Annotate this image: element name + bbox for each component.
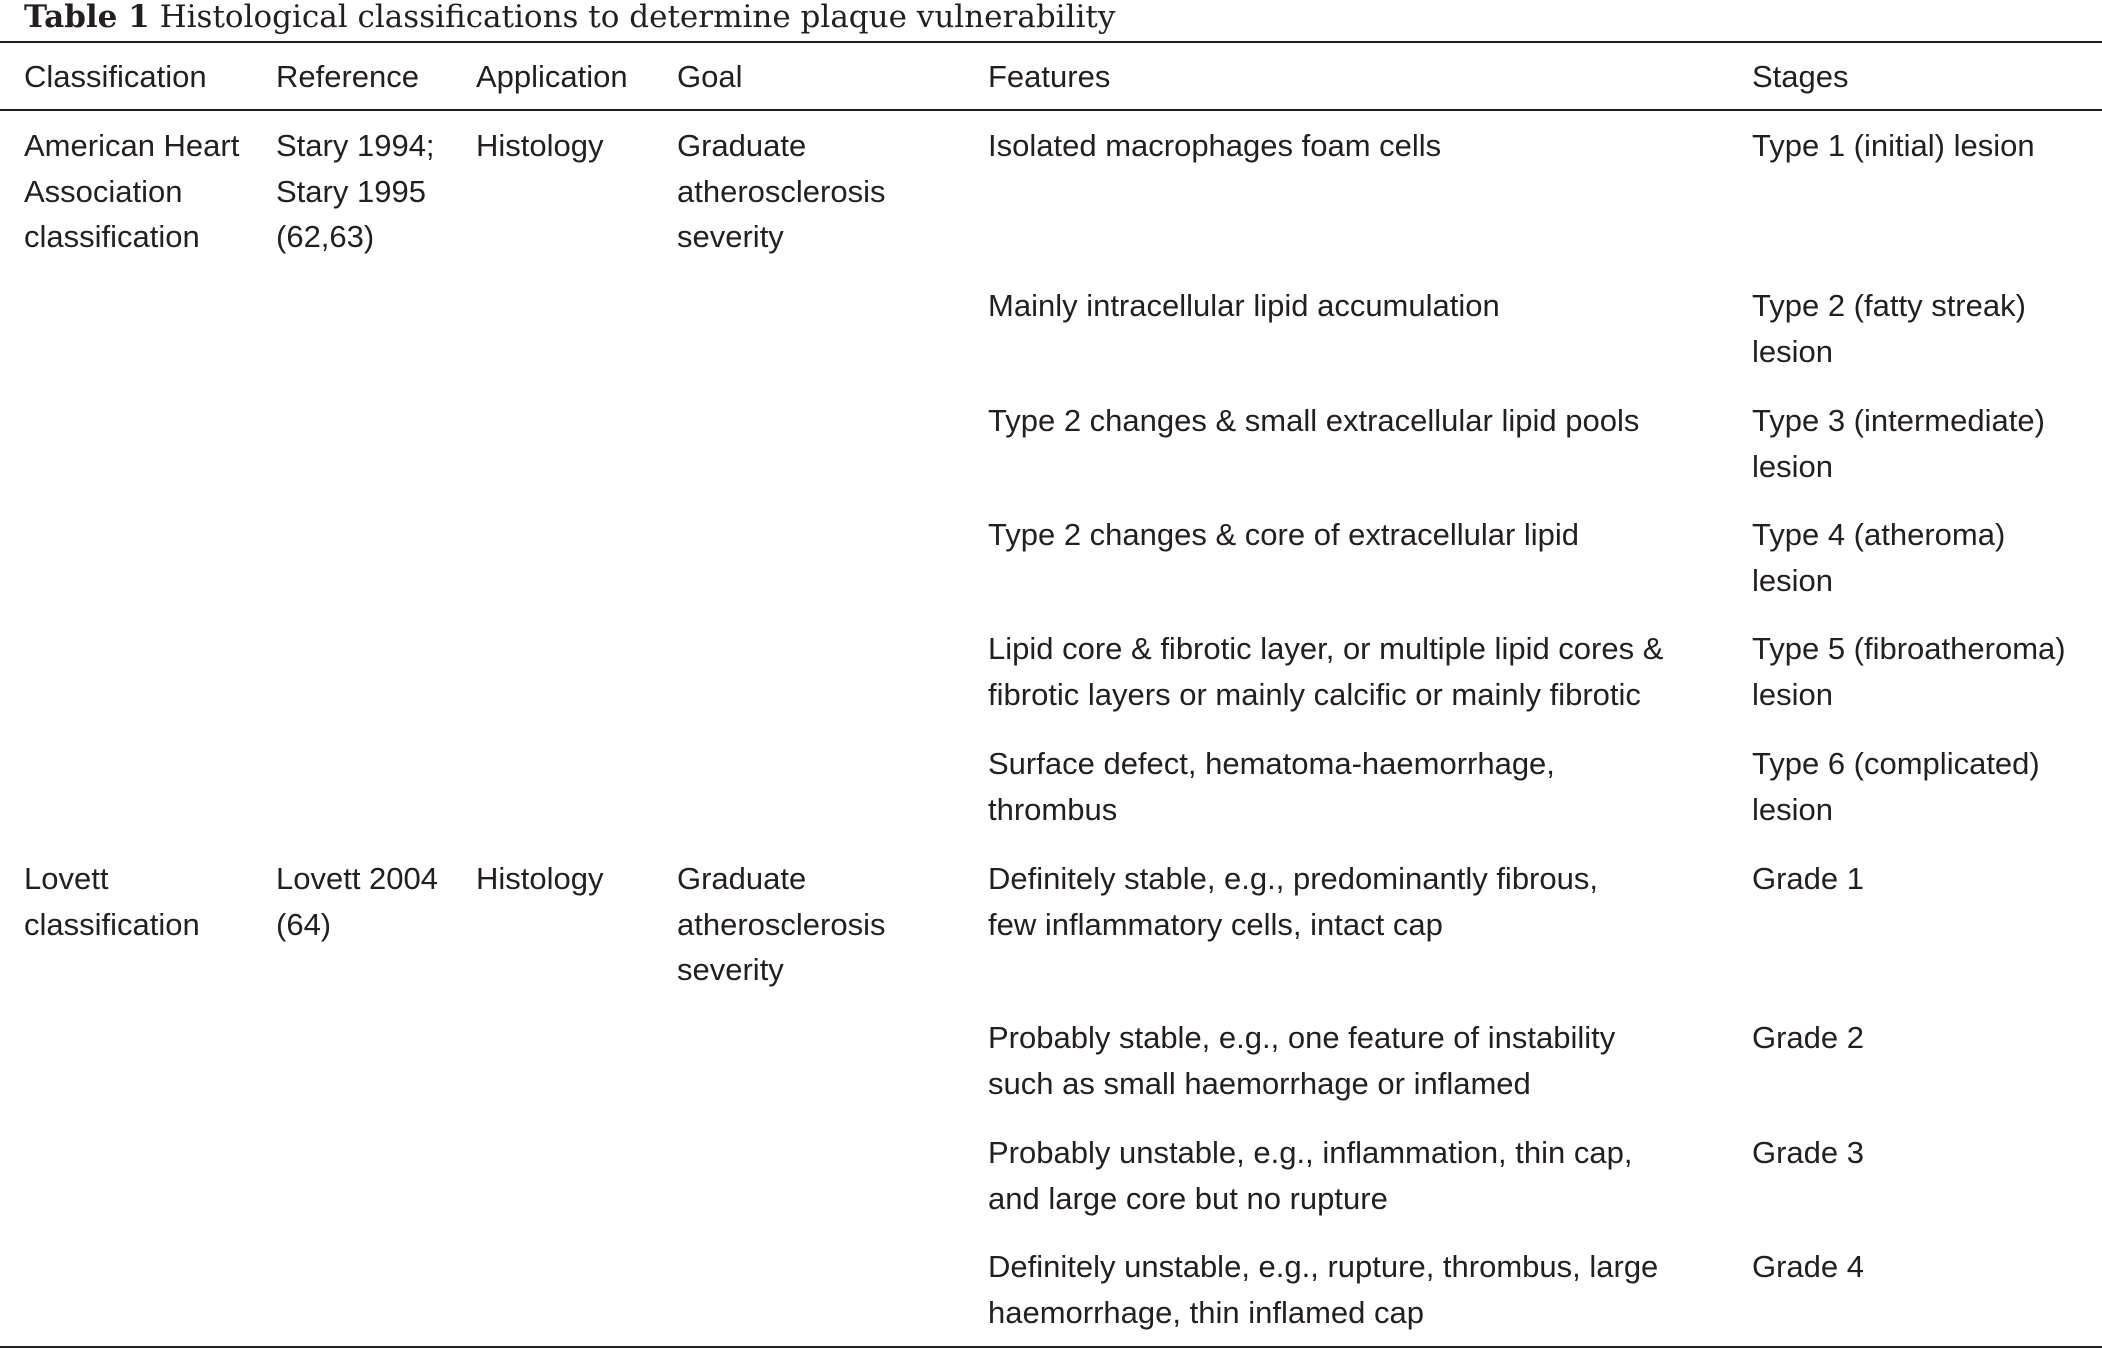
header-features: Features xyxy=(988,59,1111,94)
aha-row-3-stage: Type 3 (intermediate) lesion xyxy=(1752,403,2045,484)
aha-goal: Graduate atherosclerosis severity xyxy=(677,128,886,255)
header-application: Application xyxy=(476,59,628,94)
aha-row-2-features: Mainly intracellular lipid accumulation xyxy=(988,288,1500,323)
lovett-row-4-features: Definitely unstable, e.g., rupture, thrombus, large haemorrhage, thin inflamed cap xyxy=(988,1249,1659,1330)
header-rule xyxy=(0,109,2102,111)
lovett-row-4-stage: Grade 4 xyxy=(1752,1249,1865,1284)
lovett-row-3-features: Probably unstable, e.g., inflammation, thin cap, and large core but no rupture xyxy=(988,1135,1633,1216)
aha-row-6-stage: Type 6 (complicated) lesion xyxy=(1752,746,2040,827)
top-rule xyxy=(0,41,2102,43)
aha-application: Histology xyxy=(476,128,604,163)
lovett-goal: Graduate atherosclerosis severity xyxy=(677,861,886,988)
lovett-classification: Lovett classification xyxy=(24,861,200,942)
aha-row-3-features: Type 2 changes & small extracellular lipid pools xyxy=(988,403,1640,438)
lovett-application: Histology xyxy=(476,861,604,896)
lovett-row-3-stage: Grade 3 xyxy=(1752,1135,1865,1170)
lovett-row-1-features: Definitely stable, e.g., predominantly fibrous, few inflammatory cells, intact cap xyxy=(988,861,1598,942)
table-number: Table 1 xyxy=(24,0,150,35)
header-reference: Reference xyxy=(276,59,420,94)
aha-reference: Stary 1994; Stary 1995 (62,63) xyxy=(276,128,435,255)
bottom-rule xyxy=(0,1346,2102,1348)
lovett-row-1-stage: Grade 1 xyxy=(1752,861,1865,896)
lovett-row-2-stage: Grade 2 xyxy=(1752,1020,1865,1055)
aha-row-4-stage: Type 4 (atheroma) lesion xyxy=(1752,517,2006,598)
aha-row-4-features: Type 2 changes & core of extracellular lipid xyxy=(988,517,1580,552)
table-caption xyxy=(24,0,1115,36)
aha-classification: American Heart Association classification xyxy=(24,128,240,255)
aha-row-5-stage: Type 5 (fibroatheroma) lesion xyxy=(1752,631,2066,712)
header-goal: Goal xyxy=(677,59,743,94)
aha-row-6-features: Surface defect, hematoma-haemorrhage, thrombus xyxy=(988,746,1555,827)
aha-row-2-stage: Type 2 (fatty streak) lesion xyxy=(1752,288,2026,369)
aha-row-1-features: Isolated macrophages foam cells xyxy=(988,128,1442,163)
table-title: Histological classifications to determine plaque vulnerability xyxy=(159,0,1116,35)
header-stages: Stages xyxy=(1752,59,1849,94)
header-classification: Classification xyxy=(24,59,207,94)
lovett-row-2-features: Probably stable, e.g., one feature of instability such as small haemorrhage or inflamed xyxy=(988,1020,1616,1101)
aha-row-1-stage: Type 1 (initial) lesion xyxy=(1752,128,2035,163)
lovett-reference: Lovett 2004 (64) xyxy=(276,861,439,942)
aha-row-5-features: Lipid core & fibrotic layer, or multiple lipid cores & fibrotic layers or mainly calcific or mainly fibrotic xyxy=(988,631,1664,712)
